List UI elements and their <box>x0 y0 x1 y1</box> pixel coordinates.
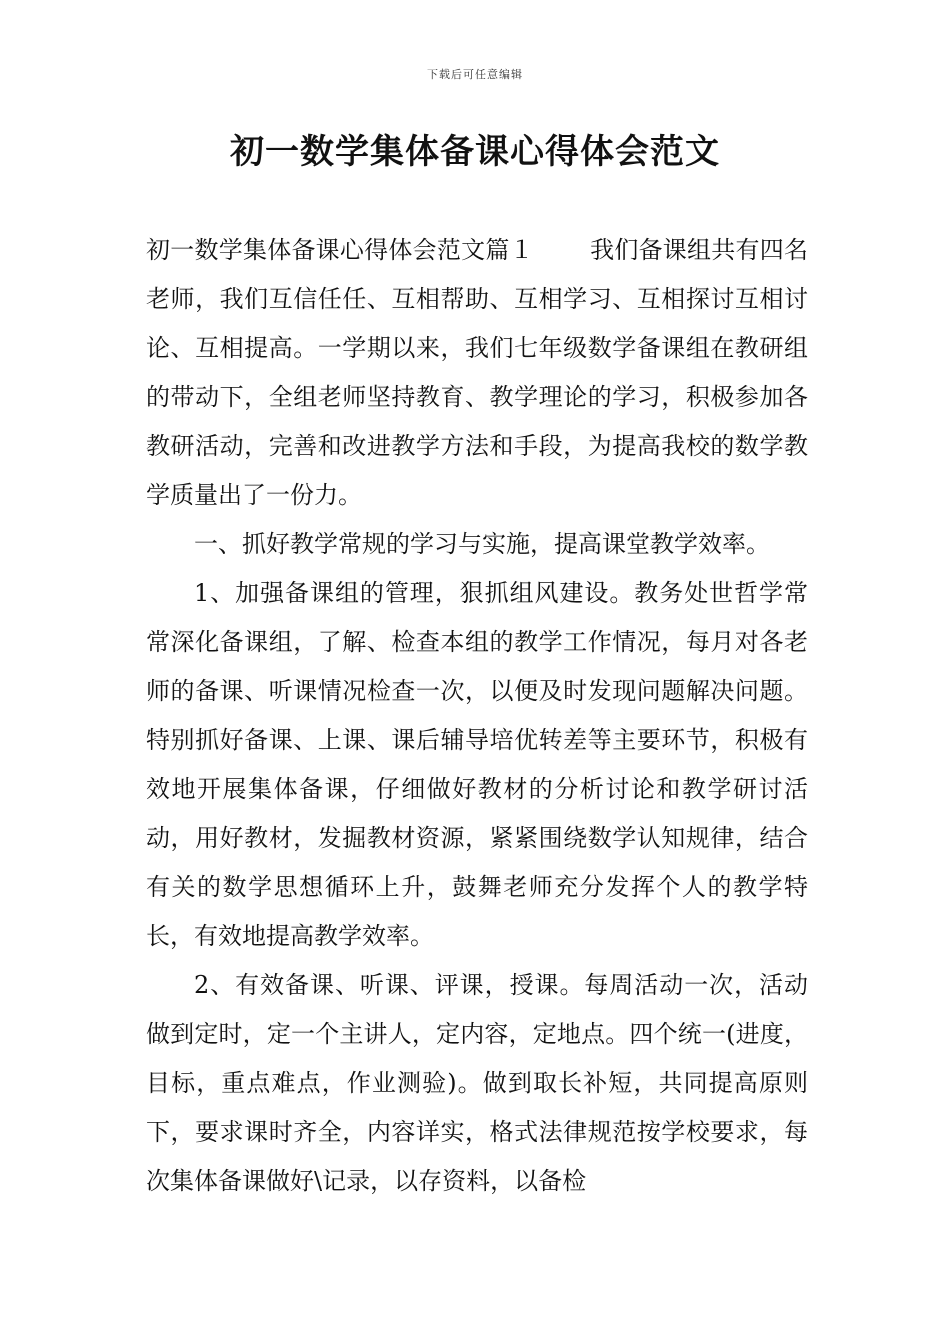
paragraph-intro <box>146 226 808 520</box>
paragraph-heading-one: 一、抓好教学常规的学习与实施，提高课堂教学效率。 <box>194 530 770 558</box>
document-body <box>146 226 808 1206</box>
document-title: 初一数学集体备课心得体会范文 <box>230 132 720 172</box>
paragraph-point-two: 2、有效备课、听课、评课，授课。每周活动一次，活动做到定时，定一个主讲人，定内容，定地点。四个统一(进度，目标，重点难点，作业测验)。做到取长补短，共同提高原则下，要求课时齐全，内容详实，格式法律规范按学校要求，每次集体备课做好\记录，以存资料，以备检 <box>146 971 808 1195</box>
paragraph-point-one: 1、加强备课组的管理，狠抓组风建设。教务处世哲学常常深化备课组，了解、检查本组的教学工作情况，每月对各老师的备课、听课情况检查一次，以便及时发现问题解决问题。特别抓好备课、上课、课后辅导培优转差等主要环节，积极有效地开展集体备课，仔细做好教材的分析讨论和教学研讨活动，用好教材，发掘教材资源，紧紧围绕数学认知规律，结合有关的数学思想循环上升，鼓舞老师充分发挥个人的教学特长，有效地提高教学效率。 <box>146 579 808 950</box>
header-note: 下载后可任意编辑 <box>427 68 523 81</box>
paragraph-text: 我们备课组共有四名老师，我们互信任任、互相帮助、互相学习、互相探讨互相讨论、互相提高。一学期以来，我们七年级数学备课组在教研组的带动下，全组老师坚持教育、教学理论的学习，积极参加各教研活动，完善和改进教学方法和手段，为提高我校的数学教学质量出了一份力。 <box>146 236 809 509</box>
section-label: 初一数学集体备课心得体会范文篇１ <box>146 236 534 264</box>
